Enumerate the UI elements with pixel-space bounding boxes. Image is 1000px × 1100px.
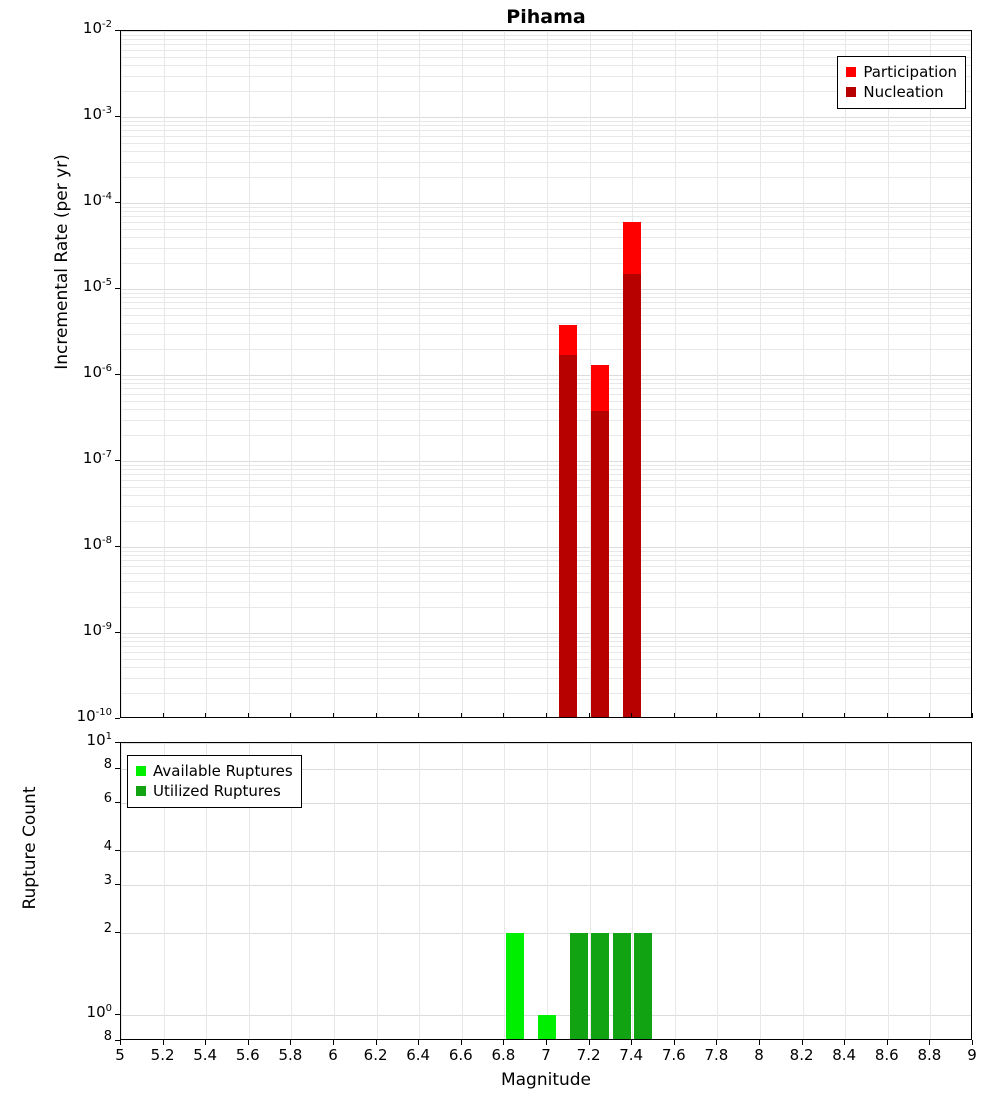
legend-label: Available Ruptures xyxy=(153,762,293,780)
legend-item-available-ruptures xyxy=(136,761,293,781)
y-tick-label: 8 xyxy=(103,1029,112,1044)
x-tick-mark xyxy=(163,713,164,718)
x-tick-mark xyxy=(674,713,675,718)
x-tick-label: 8.6 xyxy=(874,1046,899,1064)
y-tick-label: $10^{-4}$ xyxy=(82,191,112,209)
rupture-count-plot xyxy=(120,742,972,1040)
x-tick-label: 7.8 xyxy=(704,1046,729,1064)
x-tick-mark xyxy=(631,1040,632,1045)
y-tick-label: $10^1$ xyxy=(86,731,112,749)
y-tick-label: $10^0$ xyxy=(86,1002,112,1021)
y-tick-label: $10^{-5}$ xyxy=(82,277,112,295)
y-tick-mark xyxy=(115,546,120,547)
y-tick-label: $10^{-2}$ xyxy=(82,19,112,37)
x-tick-mark xyxy=(503,713,504,718)
y-tick-mark xyxy=(115,30,120,31)
y-tick-mark xyxy=(115,288,120,289)
bar-available-ruptures xyxy=(538,1015,556,1040)
x-tick-label: 6 xyxy=(328,1046,338,1064)
x-tick-mark xyxy=(418,1040,419,1045)
legend-swatch-icon xyxy=(136,766,146,776)
x-tick-mark xyxy=(120,713,121,718)
y-tick-label: 3 xyxy=(103,873,112,889)
x-tick-mark xyxy=(631,713,632,718)
x-tick-label: 5 xyxy=(115,1046,125,1064)
x-tick-mark xyxy=(844,1040,845,1045)
x-tick-label: 8.8 xyxy=(917,1046,942,1064)
x-tick-label: 8 xyxy=(754,1046,764,1064)
x-tick-mark xyxy=(589,1040,590,1045)
x-tick-mark xyxy=(290,713,291,718)
y-tick-label: $10^{-6}$ xyxy=(82,363,112,381)
x-tick-mark xyxy=(972,713,973,718)
legend-bottom xyxy=(127,755,302,808)
y-tick-label: 2 xyxy=(103,920,112,936)
x-tick-label: 5.2 xyxy=(150,1046,175,1064)
x-tick-mark xyxy=(716,713,717,718)
x-tick-mark xyxy=(929,713,930,718)
legend-label: Nucleation xyxy=(863,83,944,101)
x-tick-mark xyxy=(290,1040,291,1045)
x-tick-mark xyxy=(972,1040,973,1045)
x-tick-label: 7.4 xyxy=(619,1046,644,1064)
y-tick-label: $10^{-3}$ xyxy=(82,105,112,123)
x-tick-mark xyxy=(716,1040,717,1045)
bar-nucleation xyxy=(559,355,577,718)
legend-label: Utilized Ruptures xyxy=(153,782,281,800)
x-tick-mark xyxy=(674,1040,675,1045)
x-tick-label: 6.4 xyxy=(406,1046,431,1064)
y-axis-label-bottom: Rupture Count xyxy=(20,786,40,910)
x-tick-mark xyxy=(802,1040,803,1045)
page-title: Pihama xyxy=(506,6,586,28)
x-tick-label: 8.2 xyxy=(789,1046,814,1064)
legend-item-utilized-ruptures xyxy=(136,781,293,801)
bars-top xyxy=(121,31,971,717)
legend-top xyxy=(837,56,966,109)
y-tick-label: 8 xyxy=(103,757,112,773)
x-tick-mark xyxy=(163,1040,164,1045)
legend-swatch-icon xyxy=(846,67,856,77)
bar-nucleation xyxy=(591,411,609,718)
y-tick-mark xyxy=(115,802,120,803)
bar-utilized-ruptures xyxy=(570,933,588,1040)
x-axis-label: Magnitude xyxy=(500,1070,592,1090)
x-tick-mark xyxy=(503,1040,504,1045)
x-tick-mark xyxy=(333,1040,334,1045)
y-tick-label: $10^{-9}$ xyxy=(82,621,112,639)
x-tick-mark xyxy=(546,1040,547,1045)
legend-label: Participation xyxy=(863,63,957,81)
y-tick-mark xyxy=(115,632,120,633)
y-tick-label: $10^{-10}$ xyxy=(76,707,112,725)
x-tick-mark xyxy=(120,1040,121,1045)
x-tick-label: 6.8 xyxy=(491,1046,516,1064)
x-tick-mark xyxy=(461,1040,462,1045)
y-tick-mark xyxy=(115,884,120,885)
x-tick-mark xyxy=(376,713,377,718)
x-tick-mark xyxy=(461,713,462,718)
x-tick-mark xyxy=(248,713,249,718)
x-tick-mark xyxy=(844,713,845,718)
x-tick-label: 5.4 xyxy=(193,1046,218,1064)
legend-item-nucleation xyxy=(846,82,957,102)
x-tick-mark xyxy=(546,713,547,718)
bar-utilized-ruptures xyxy=(634,933,652,1040)
x-tick-mark xyxy=(759,1040,760,1045)
bar-available-ruptures xyxy=(506,933,524,1040)
x-tick-label: 7 xyxy=(541,1046,551,1064)
x-tick-mark xyxy=(418,713,419,718)
bar-nucleation xyxy=(623,274,641,718)
y-tick-mark xyxy=(115,718,120,719)
x-tick-label: 6.2 xyxy=(363,1046,388,1064)
x-tick-label: 7.6 xyxy=(661,1046,686,1064)
x-tick-label: 7.2 xyxy=(576,1046,601,1064)
x-tick-mark xyxy=(333,713,334,718)
bar-utilized-ruptures xyxy=(613,933,631,1040)
x-tick-label: 6.6 xyxy=(448,1046,473,1064)
y-tick-label: $10^{-8}$ xyxy=(82,535,112,553)
x-tick-label: 5.8 xyxy=(278,1046,303,1064)
x-tick-mark xyxy=(929,1040,930,1045)
y-tick-mark xyxy=(115,850,120,851)
bar-utilized-ruptures xyxy=(591,933,609,1040)
x-tick-mark xyxy=(802,713,803,718)
y-tick-label: $10^{-7}$ xyxy=(82,449,112,467)
x-tick-label: 8.4 xyxy=(832,1046,857,1064)
y-tick-mark xyxy=(115,202,120,203)
incremental-rate-plot xyxy=(120,30,972,718)
legend-item-participation xyxy=(846,62,957,82)
x-tick-label: 5.6 xyxy=(235,1046,260,1064)
x-tick-mark xyxy=(376,1040,377,1045)
x-tick-mark xyxy=(887,713,888,718)
x-tick-mark xyxy=(589,713,590,718)
y-tick-mark xyxy=(115,742,120,743)
legend-swatch-icon xyxy=(846,87,856,97)
x-tick-mark xyxy=(205,713,206,718)
y-tick-label: 6 xyxy=(103,791,112,807)
x-tick-mark xyxy=(887,1040,888,1045)
x-tick-mark xyxy=(205,1040,206,1045)
y-tick-mark xyxy=(115,116,120,117)
legend-swatch-icon xyxy=(136,786,146,796)
y-tick-mark xyxy=(115,768,120,769)
x-tick-label: 9 xyxy=(967,1046,977,1064)
y-tick-mark xyxy=(115,374,120,375)
x-tick-mark xyxy=(248,1040,249,1045)
y-tick-mark xyxy=(115,1014,120,1015)
x-tick-mark xyxy=(759,713,760,718)
y-axis-label-top: Incremental Rate (per yr) xyxy=(52,154,72,370)
y-tick-mark xyxy=(115,932,120,933)
y-tick-label: 4 xyxy=(103,839,112,855)
y-tick-mark xyxy=(115,460,120,461)
